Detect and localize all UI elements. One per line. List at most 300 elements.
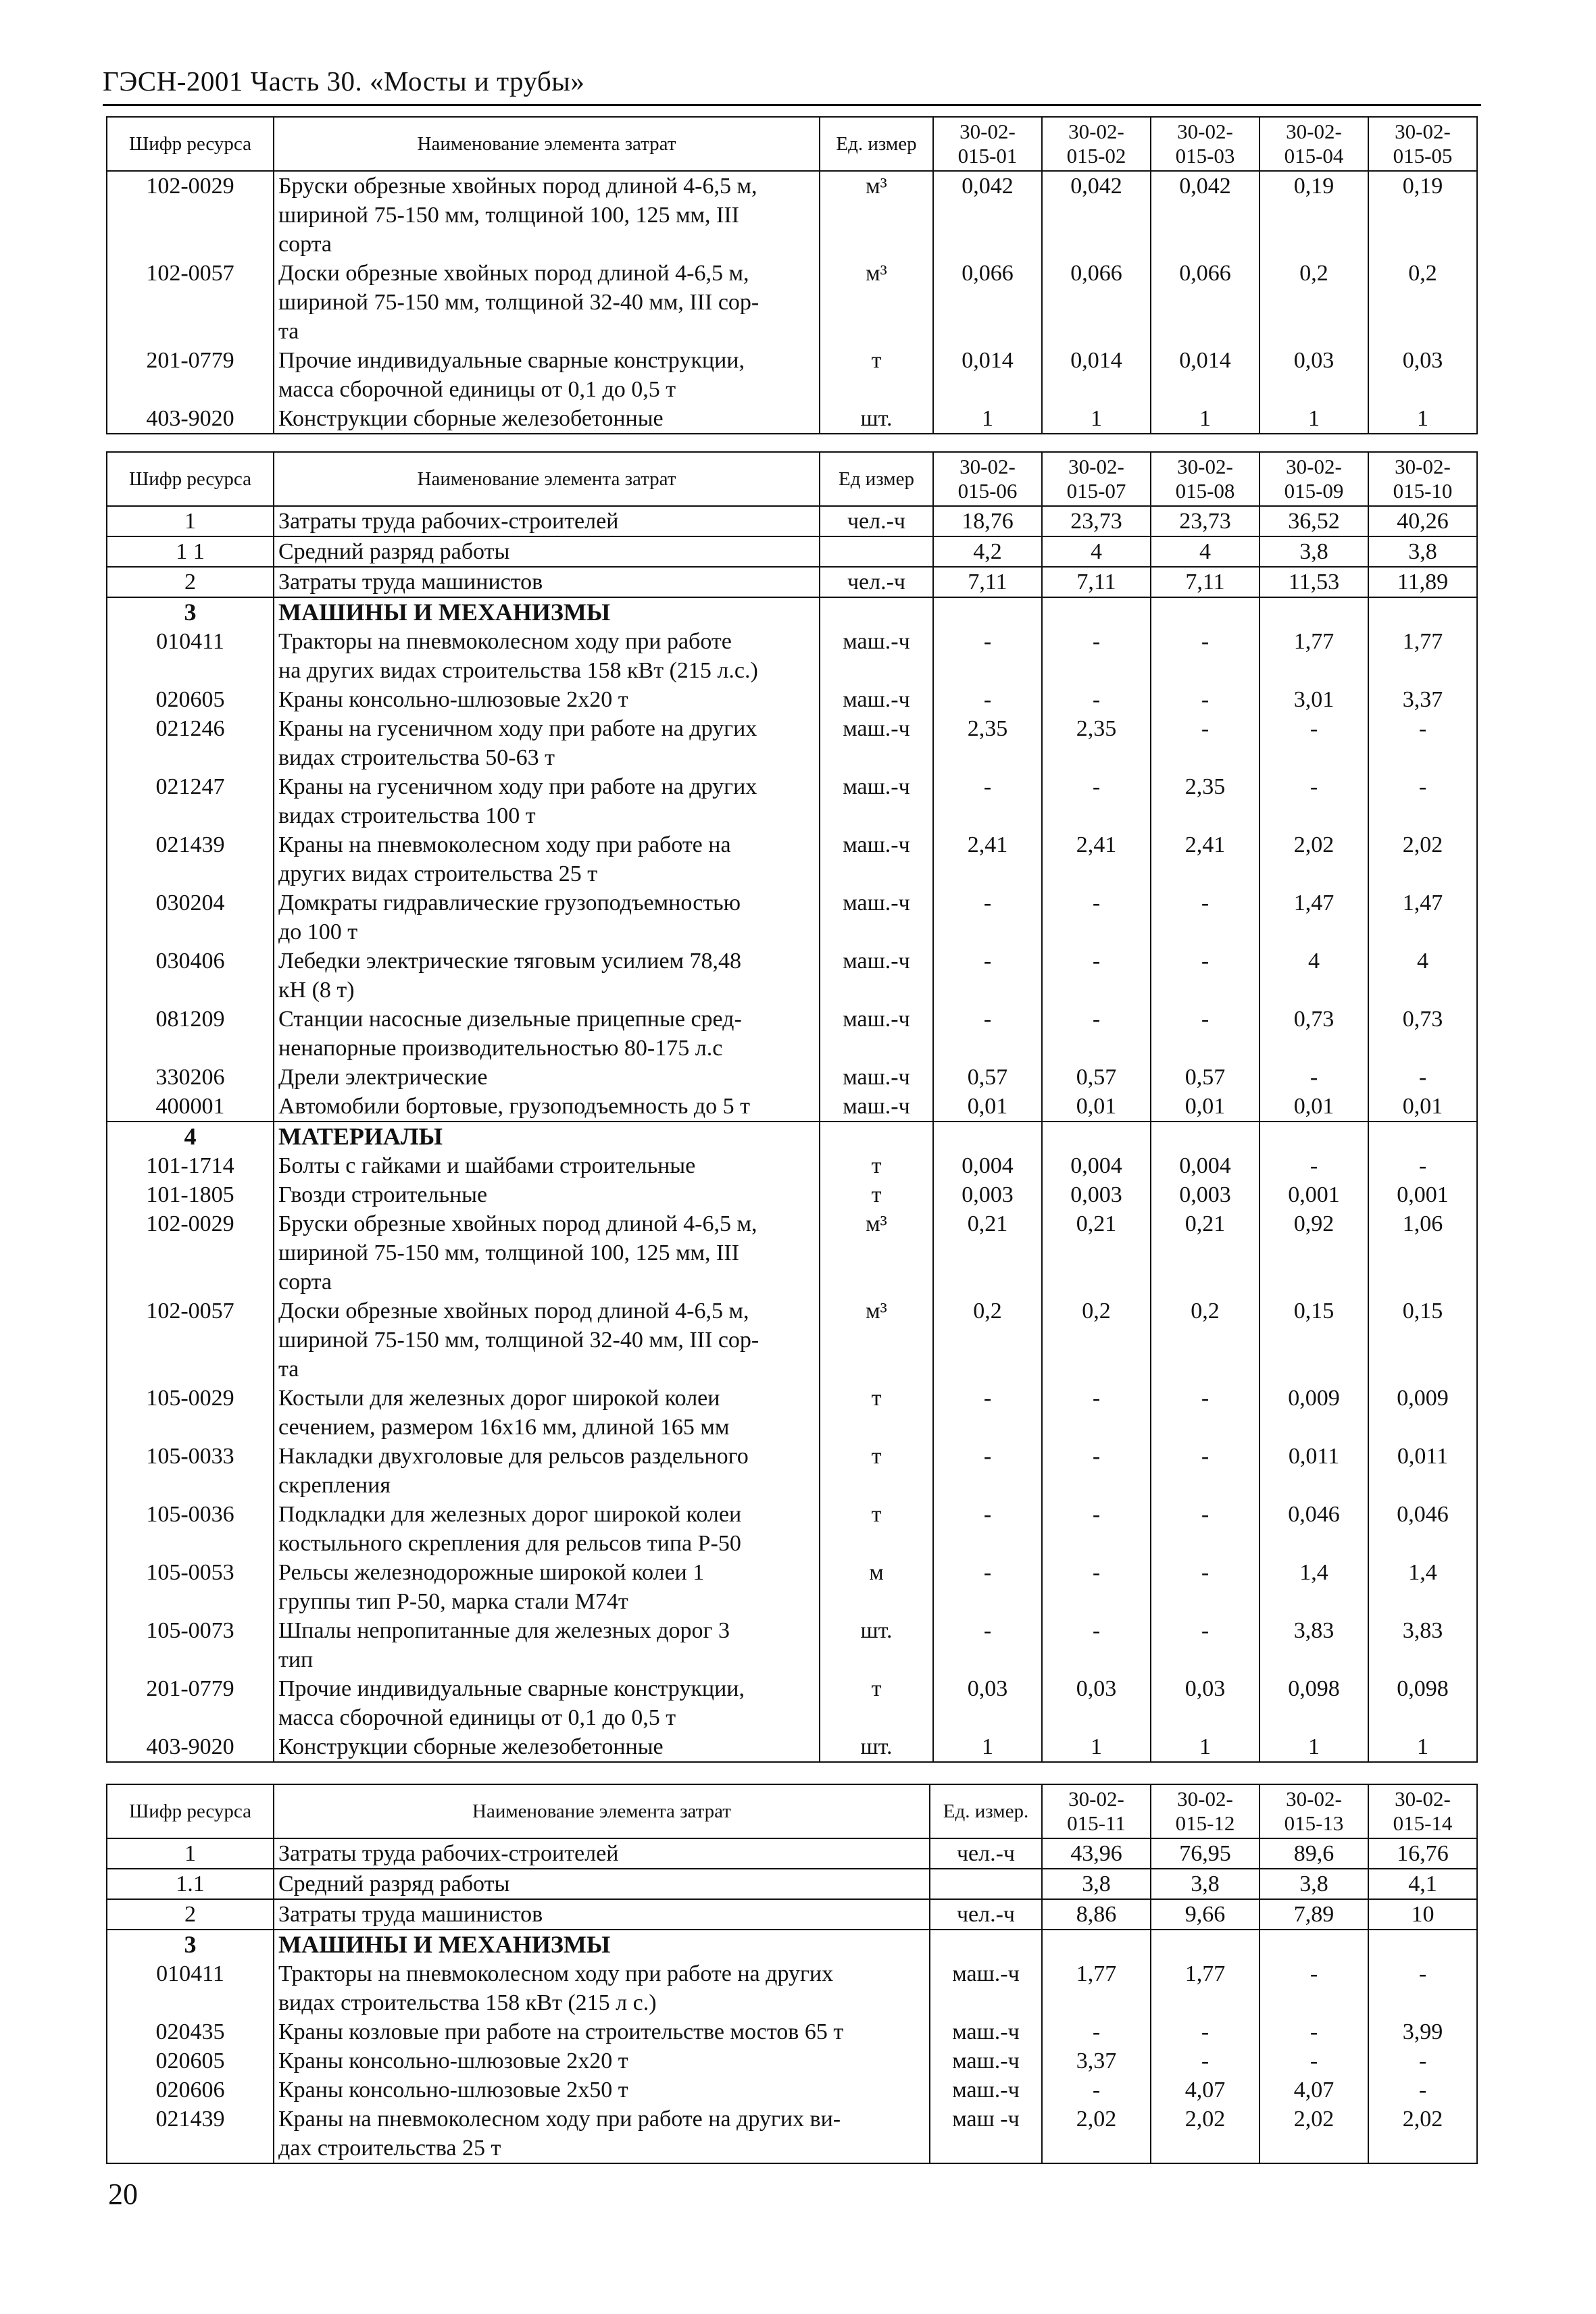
- value-cell: 3,8: [1151, 1869, 1260, 1899]
- header-code: Шифр ресурса: [107, 117, 274, 171]
- table-row: [107, 1092, 1477, 1122]
- header-unit: Ед. измер: [820, 117, 933, 171]
- value-cell: -: [933, 685, 1042, 714]
- header-norm-code: 30-02- 015-09: [1260, 452, 1368, 506]
- value-cell: 0,014: [1151, 346, 1260, 404]
- cost-element-name: Краны на пневмоколесном ходу при работе на других ви- дах строительства 25 т: [274, 2105, 930, 2163]
- value-cell: 0,73: [1260, 1005, 1368, 1063]
- cost-element-name: Краны на гусеничном ходу при работе на других видах строительства 100 т: [274, 772, 820, 830]
- value-cell: 1,4: [1368, 1558, 1477, 1616]
- resource-code: 021439: [107, 2105, 274, 2163]
- value-cell: 7,11: [933, 567, 1042, 597]
- value-cell: 2,02: [1042, 2105, 1151, 2163]
- value-cell: -: [1042, 1558, 1151, 1616]
- value-cell: 3,37: [1042, 2046, 1151, 2076]
- value-cell: 0,19: [1368, 171, 1477, 259]
- cost-element-name: Шпалы непропитанные для железных дорог 3 тип: [274, 1616, 820, 1674]
- value-cell: [933, 597, 1042, 627]
- resource-table-3: [106, 1784, 1478, 2164]
- value-cell: 0,042: [933, 171, 1042, 259]
- value-cell: 1: [1260, 1732, 1368, 1762]
- resource-code: 1: [107, 1838, 274, 1869]
- unit-cell: маш.-ч: [930, 2017, 1042, 2046]
- table-row: [107, 171, 1477, 259]
- value-cell: 0,2: [933, 1297, 1042, 1384]
- resource-code: 102-0057: [107, 1297, 274, 1384]
- cost-element-name: Затраты труда рабочих-строителей: [274, 506, 820, 536]
- value-cell: [933, 1122, 1042, 1151]
- value-cell: 0,011: [1260, 1442, 1368, 1500]
- value-cell: 0,03: [1368, 346, 1477, 404]
- unit-cell: т: [820, 1500, 933, 1558]
- value-cell: 0,03: [1151, 1674, 1260, 1732]
- value-cell: -: [933, 772, 1042, 830]
- unit-cell: маш -ч: [930, 2105, 1042, 2163]
- value-cell: 3,83: [1368, 1616, 1477, 1674]
- value-cell: -: [1151, 714, 1260, 772]
- cost-element-name: Прочие индивидуальные сварные конструкции, масса сборочной единицы от 0,1 до 0,5 т: [274, 1674, 820, 1732]
- unit-cell: маш.-ч: [820, 627, 933, 685]
- value-cell: 36,52: [1260, 506, 1368, 536]
- value-cell: [1260, 1122, 1368, 1151]
- unit-cell: т: [820, 1674, 933, 1732]
- table-row: [107, 685, 1477, 714]
- value-cell: 4,1: [1368, 1869, 1477, 1899]
- unit-cell: шт.: [820, 404, 933, 434]
- value-cell: 0,046: [1368, 1500, 1477, 1558]
- value-cell: 1: [1368, 1732, 1477, 1762]
- unit-cell: маш.-ч: [930, 1959, 1042, 2017]
- value-cell: -: [933, 1500, 1042, 1558]
- value-cell: -: [1042, 1384, 1151, 1442]
- cost-element-name: Краны козловые при работе на строительстве мостов 65 т: [274, 2017, 930, 2046]
- resource-code: 105-0073: [107, 1616, 274, 1674]
- value-cell: -: [1042, 1442, 1151, 1500]
- value-cell: 0,003: [1151, 1180, 1260, 1209]
- value-cell: -: [1042, 1616, 1151, 1674]
- cost-element-name: Рельсы железнодорожные широкой колеи 1 группы тип Р-50, марка стали М74т: [274, 1558, 820, 1616]
- value-cell: 4,2: [933, 536, 1042, 567]
- value-cell: 1: [933, 1732, 1042, 1762]
- value-cell: 0,01: [1368, 1092, 1477, 1122]
- table-row: [107, 506, 1477, 536]
- value-cell: 11,89: [1368, 567, 1477, 597]
- value-cell: 0,066: [1151, 259, 1260, 346]
- table-row: [107, 1151, 1477, 1180]
- unit-cell: т: [820, 346, 933, 404]
- value-cell: [1260, 597, 1368, 627]
- value-cell: 0,042: [1042, 171, 1151, 259]
- value-cell: -: [1042, 2076, 1151, 2105]
- table-row: [107, 1442, 1477, 1500]
- value-cell: [1368, 597, 1477, 627]
- table-row: [107, 1674, 1477, 1732]
- value-cell: 0,001: [1368, 1180, 1477, 1209]
- header-norm-code: 30-02- 015-11: [1042, 1784, 1151, 1838]
- table-row: [107, 567, 1477, 597]
- header-code: Шифр ресурса: [107, 1784, 274, 1838]
- header-norm-code: 30-02- 015-06: [933, 452, 1042, 506]
- unit-cell: т: [820, 1384, 933, 1442]
- value-cell: 89,6: [1260, 1838, 1368, 1869]
- resource-code: 105-0053: [107, 1558, 274, 1616]
- value-cell: -: [1260, 714, 1368, 772]
- value-cell: -: [1151, 2017, 1260, 2046]
- value-cell: 0,19: [1260, 171, 1368, 259]
- value-cell: -: [1042, 947, 1151, 1005]
- value-cell: 0,15: [1368, 1297, 1477, 1384]
- header-norm-code: 30-02- 015-03: [1151, 117, 1260, 171]
- resource-code: 105-0029: [107, 1384, 274, 1442]
- value-cell: 0,001: [1260, 1180, 1368, 1209]
- table-row: [107, 1209, 1477, 1297]
- table-row: [107, 1297, 1477, 1384]
- value-cell: 0,004: [933, 1151, 1042, 1180]
- section-title: МАШИНЫ И МЕХАНИЗМЫ: [274, 597, 820, 627]
- table-row: [107, 1899, 1477, 1930]
- value-cell: -: [933, 888, 1042, 947]
- value-cell: 0,066: [1042, 259, 1151, 346]
- resource-code: 2: [107, 1899, 274, 1930]
- resource-code: 1 1: [107, 536, 274, 567]
- value-cell: 0,01: [1151, 1092, 1260, 1122]
- cost-element-name: Краны консольно-шлюзовые 2х50 т: [274, 2076, 930, 2105]
- value-cell: 16,76: [1368, 1838, 1477, 1869]
- value-cell: [1151, 597, 1260, 627]
- value-cell: 4: [1151, 536, 1260, 567]
- resource-code: 3: [107, 1930, 274, 1959]
- unit-cell: м³: [820, 1297, 933, 1384]
- unit-cell: м: [820, 1558, 933, 1616]
- resource-code: 201-0779: [107, 346, 274, 404]
- value-cell: -: [1260, 772, 1368, 830]
- table-header-row: [107, 1784, 1477, 1838]
- value-cell: 1: [1260, 404, 1368, 434]
- unit-cell: т: [820, 1151, 933, 1180]
- value-cell: [1151, 1122, 1260, 1151]
- table-row: [107, 1384, 1477, 1442]
- page-number: 20: [108, 2178, 138, 2211]
- cost-element-name: Конструкции сборные железобетонные: [274, 1732, 820, 1762]
- table-row: [107, 2076, 1477, 2105]
- value-cell: -: [1042, 888, 1151, 947]
- unit-cell: шт.: [820, 1616, 933, 1674]
- unit-cell: [930, 1930, 1042, 1959]
- value-cell: 2,02: [1260, 2105, 1368, 2163]
- value-cell: -: [1151, 627, 1260, 685]
- value-cell: 0,15: [1260, 1297, 1368, 1384]
- value-cell: 0,003: [1042, 1180, 1151, 1209]
- resource-code: 030406: [107, 947, 274, 1005]
- header-norm-code: 30-02- 015-05: [1368, 117, 1477, 171]
- value-cell: 0,009: [1260, 1384, 1368, 1442]
- value-cell: -: [1042, 627, 1151, 685]
- resource-code: 105-0033: [107, 1442, 274, 1500]
- value-cell: -: [1368, 772, 1477, 830]
- value-cell: 0,01: [1042, 1092, 1151, 1122]
- value-cell: 0,009: [1368, 1384, 1477, 1442]
- header-norm-code: 30-02- 015-04: [1260, 117, 1368, 171]
- section-row: [107, 1122, 1477, 1151]
- value-cell: 1: [1151, 1732, 1260, 1762]
- value-cell: -: [1151, 888, 1260, 947]
- value-cell: -: [1260, 2017, 1368, 2046]
- value-cell: -: [933, 627, 1042, 685]
- unit-cell: [820, 597, 933, 627]
- value-cell: 1: [1368, 404, 1477, 434]
- value-cell: 0,004: [1042, 1151, 1151, 1180]
- value-cell: 4,07: [1151, 2076, 1260, 2105]
- value-cell: 0,014: [933, 346, 1042, 404]
- resource-code: 403-9020: [107, 1732, 274, 1762]
- value-cell: 7,89: [1260, 1899, 1368, 1930]
- resource-code: 105-0036: [107, 1500, 274, 1558]
- resource-code: 021246: [107, 714, 274, 772]
- table-row: [107, 714, 1477, 772]
- table-row: [107, 1180, 1477, 1209]
- unit-cell: [930, 1869, 1042, 1899]
- value-cell: 0,046: [1260, 1500, 1368, 1558]
- value-cell: 1,77: [1368, 627, 1477, 685]
- value-cell: 0,2: [1260, 259, 1368, 346]
- value-cell: 11,53: [1260, 567, 1368, 597]
- value-cell: 10: [1368, 1899, 1477, 1930]
- value-cell: 0,2: [1368, 259, 1477, 346]
- value-cell: -: [1368, 714, 1477, 772]
- value-cell: -: [1042, 772, 1151, 830]
- table-row: [107, 947, 1477, 1005]
- table-row: [107, 536, 1477, 567]
- table-row: [107, 1063, 1477, 1092]
- value-cell: 4,07: [1260, 2076, 1368, 2105]
- resource-code: 330206: [107, 1063, 274, 1092]
- header-unit: Ед. измер.: [930, 1784, 1042, 1838]
- value-cell: -: [1368, 2046, 1477, 2076]
- value-cell: 2,02: [1368, 2105, 1477, 2163]
- value-cell: 0,57: [1042, 1063, 1151, 1092]
- header-norm-code: 30-02- 015-13: [1260, 1784, 1368, 1838]
- value-cell: 9,66: [1151, 1899, 1260, 1930]
- value-cell: 0,066: [933, 259, 1042, 346]
- cost-element-name: Доски обрезные хвойных пород длиной 4-6,5 м, шириной 75-150 мм, толщиной 32-40 мм, III сор- та: [274, 259, 820, 346]
- value-cell: 0,21: [1042, 1209, 1151, 1297]
- unit-cell: т: [820, 1180, 933, 1209]
- value-cell: -: [1368, 1063, 1477, 1092]
- value-cell: 1: [1042, 1732, 1151, 1762]
- cost-element-name: Бруски обрезные хвойных пород длиной 4-6,5 м, шириной 75-150 мм, толщиной 100, 125 мм, III сорта: [274, 171, 820, 259]
- value-cell: 3,83: [1260, 1616, 1368, 1674]
- cost-element-name: Средний разряд работы: [274, 536, 820, 567]
- cost-element-name: Краны на гусеничном ходу при работе на других видах строительства 50-63 т: [274, 714, 820, 772]
- value-cell: 0,042: [1151, 171, 1260, 259]
- value-cell: 23,73: [1151, 506, 1260, 536]
- cost-element-name: Станции насосные дизельные прицепные сред- ненапорные производительностью 80-175 л.с: [274, 1005, 820, 1063]
- value-cell: 3,01: [1260, 685, 1368, 714]
- value-cell: 8,86: [1042, 1899, 1151, 1930]
- cost-element-name: Затраты труда машинистов: [274, 567, 820, 597]
- cost-element-name: Прочие индивидуальные сварные конструкции, масса сборочной единицы от 0,1 до 0,5 т: [274, 346, 820, 404]
- page-header: ГЭСН-2001 Часть 30. «Мосты и трубы»: [103, 66, 585, 97]
- value-cell: -: [1151, 1384, 1260, 1442]
- value-cell: 3,8: [1368, 536, 1477, 567]
- header-norm-code: 30-02- 015-08: [1151, 452, 1260, 506]
- header-norm-code: 30-02- 015-01: [933, 117, 1042, 171]
- header-name: Наименование элемента затрат: [274, 117, 820, 171]
- value-cell: 1: [933, 404, 1042, 434]
- cost-element-name: Гвозди строительные: [274, 1180, 820, 1209]
- resource-table-2: [106, 451, 1478, 1763]
- value-cell: 3,99: [1368, 2017, 1477, 2046]
- unit-cell: чел.-ч: [930, 1838, 1042, 1869]
- value-cell: -: [1151, 1616, 1260, 1674]
- unit-cell: маш.-ч: [820, 1063, 933, 1092]
- value-cell: 0,73: [1368, 1005, 1477, 1063]
- value-cell: 1,06: [1368, 1209, 1477, 1297]
- value-cell: 40,26: [1368, 506, 1477, 536]
- header-unit: Ед измер: [820, 452, 933, 506]
- header-norm-code: 30-02- 015-10: [1368, 452, 1477, 506]
- value-cell: 18,76: [933, 506, 1042, 536]
- unit-cell: маш.-ч: [930, 2046, 1042, 2076]
- table-row: [107, 830, 1477, 888]
- unit-cell: маш.-ч: [820, 714, 933, 772]
- resource-code: 081209: [107, 1005, 274, 1063]
- value-cell: 3,8: [1042, 1869, 1151, 1899]
- value-cell: 2,02: [1151, 2105, 1260, 2163]
- cost-element-name: Домкраты гидравлические грузоподъемностью до 100 т: [274, 888, 820, 947]
- value-cell: [1368, 1122, 1477, 1151]
- value-cell: -: [1260, 1063, 1368, 1092]
- value-cell: -: [933, 1558, 1042, 1616]
- cost-element-name: Болты с гайками и шайбами строительные: [274, 1151, 820, 1180]
- header-norm-code: 30-02- 015-12: [1151, 1784, 1260, 1838]
- value-cell: -: [933, 1442, 1042, 1500]
- value-cell: 1,47: [1368, 888, 1477, 947]
- table-row: [107, 1616, 1477, 1674]
- header-norm-code: 30-02- 015-14: [1368, 1784, 1477, 1838]
- cost-element-name: Тракторы на пневмоколесном ходу при работе на других видах строительства 158 кВт (215 л с.): [274, 1959, 930, 2017]
- table-row: [107, 772, 1477, 830]
- resource-code: 010411: [107, 627, 274, 685]
- resource-code: 020605: [107, 685, 274, 714]
- value-cell: 0,57: [1151, 1063, 1260, 1092]
- value-cell: -: [1151, 685, 1260, 714]
- value-cell: -: [933, 1616, 1042, 1674]
- resource-code: 010411: [107, 1959, 274, 2017]
- resource-code: 102-0029: [107, 171, 274, 259]
- resource-code: 102-0057: [107, 259, 274, 346]
- value-cell: -: [1042, 1500, 1151, 1558]
- unit-cell: маш.-ч: [820, 1005, 933, 1063]
- value-cell: -: [1042, 685, 1151, 714]
- value-cell: 1,77: [1151, 1959, 1260, 2017]
- table-row: [107, 2017, 1477, 2046]
- section-title: МАШИНЫ И МЕХАНИЗМЫ: [274, 1930, 930, 1959]
- resource-code: 1: [107, 506, 274, 536]
- value-cell: 0,92: [1260, 1209, 1368, 1297]
- resource-code: 021439: [107, 830, 274, 888]
- table-row: [107, 1558, 1477, 1616]
- unit-cell: маш.-ч: [820, 830, 933, 888]
- resource-code: 020435: [107, 2017, 274, 2046]
- value-cell: 0,098: [1368, 1674, 1477, 1732]
- header-rule: [103, 104, 1481, 106]
- resource-code: 101-1714: [107, 1151, 274, 1180]
- value-cell: -: [1368, 2076, 1477, 2105]
- cost-element-name: Автомобили бортовые, грузоподъемность до 5 т: [274, 1092, 820, 1122]
- unit-cell: маш.-ч: [820, 888, 933, 947]
- unit-cell: маш.-ч: [930, 2076, 1042, 2105]
- value-cell: 2,02: [1260, 830, 1368, 888]
- value-cell: 2,35: [1151, 772, 1260, 830]
- table-row: [107, 1005, 1477, 1063]
- cost-element-name: Затраты труда рабочих-строителей: [274, 1838, 930, 1869]
- value-cell: 0,014: [1042, 346, 1151, 404]
- resource-code: 021247: [107, 772, 274, 830]
- unit-cell: шт.: [820, 1732, 933, 1762]
- cost-element-name: Затраты труда машинистов: [274, 1899, 930, 1930]
- cost-element-name: Средний разряд работы: [274, 1869, 930, 1899]
- header-name: Наименование элемента затрат: [274, 452, 820, 506]
- cost-element-name: Конструкции сборные железобетонные: [274, 404, 820, 434]
- value-cell: 0,011: [1368, 1442, 1477, 1500]
- cost-element-name: Краны консольно-шлюзовые 2х20 т: [274, 685, 820, 714]
- table-header-row: [107, 452, 1477, 506]
- cost-element-name: Тракторы на пневмоколесном ходу при работе на других видах строительства 158 кВт (215 л.с.): [274, 627, 820, 685]
- value-cell: 2,41: [1042, 830, 1151, 888]
- value-cell: 0,098: [1260, 1674, 1368, 1732]
- value-cell: 2,41: [933, 830, 1042, 888]
- unit-cell: чел.-ч: [820, 567, 933, 597]
- value-cell: 0,21: [1151, 1209, 1260, 1297]
- table-row: [107, 346, 1477, 404]
- value-cell: -: [933, 947, 1042, 1005]
- resource-code: 020605: [107, 2046, 274, 2076]
- table-row: [107, 1732, 1477, 1762]
- table-row: [107, 1500, 1477, 1558]
- value-cell: -: [1151, 2046, 1260, 2076]
- header-norm-code: 30-02- 015-07: [1042, 452, 1151, 506]
- value-cell: 3,37: [1368, 685, 1477, 714]
- cost-element-name: Краны на пневмоколесном ходу при работе на других видах строительства 25 т: [274, 830, 820, 888]
- unit-cell: маш.-ч: [820, 1092, 933, 1122]
- value-cell: 0,03: [1260, 346, 1368, 404]
- resource-code: 2: [107, 567, 274, 597]
- table-row: [107, 1838, 1477, 1869]
- cost-element-name: Лебедки электрические тяговым усилием 78,48 кН (8 т): [274, 947, 820, 1005]
- value-cell: -: [1151, 1005, 1260, 1063]
- unit-cell: чел.-ч: [930, 1899, 1042, 1930]
- resource-code: 1.1: [107, 1869, 274, 1899]
- value-cell: 0,03: [933, 1674, 1042, 1732]
- unit-cell: т: [820, 1442, 933, 1500]
- value-cell: 2,02: [1368, 830, 1477, 888]
- value-cell: 7,11: [1042, 567, 1151, 597]
- section-row: [107, 597, 1477, 627]
- value-cell: 3,8: [1260, 536, 1368, 567]
- value-cell: -: [1368, 1959, 1477, 2017]
- value-cell: -: [1151, 947, 1260, 1005]
- value-cell: [1042, 1122, 1151, 1151]
- value-cell: 0,01: [1260, 1092, 1368, 1122]
- cost-element-name: Дрели электрические: [274, 1063, 820, 1092]
- resource-code: 3: [107, 597, 274, 627]
- value-cell: -: [1368, 1151, 1477, 1180]
- cost-element-name: Краны консольно-шлюзовые 2х20 т: [274, 2046, 930, 2076]
- resource-code: 101-1805: [107, 1180, 274, 1209]
- table-row: [107, 2046, 1477, 2076]
- cost-element-name: Костыли для железных дорог широкой колеи сечением, размером 16х16 мм, длиной 165 мм: [274, 1384, 820, 1442]
